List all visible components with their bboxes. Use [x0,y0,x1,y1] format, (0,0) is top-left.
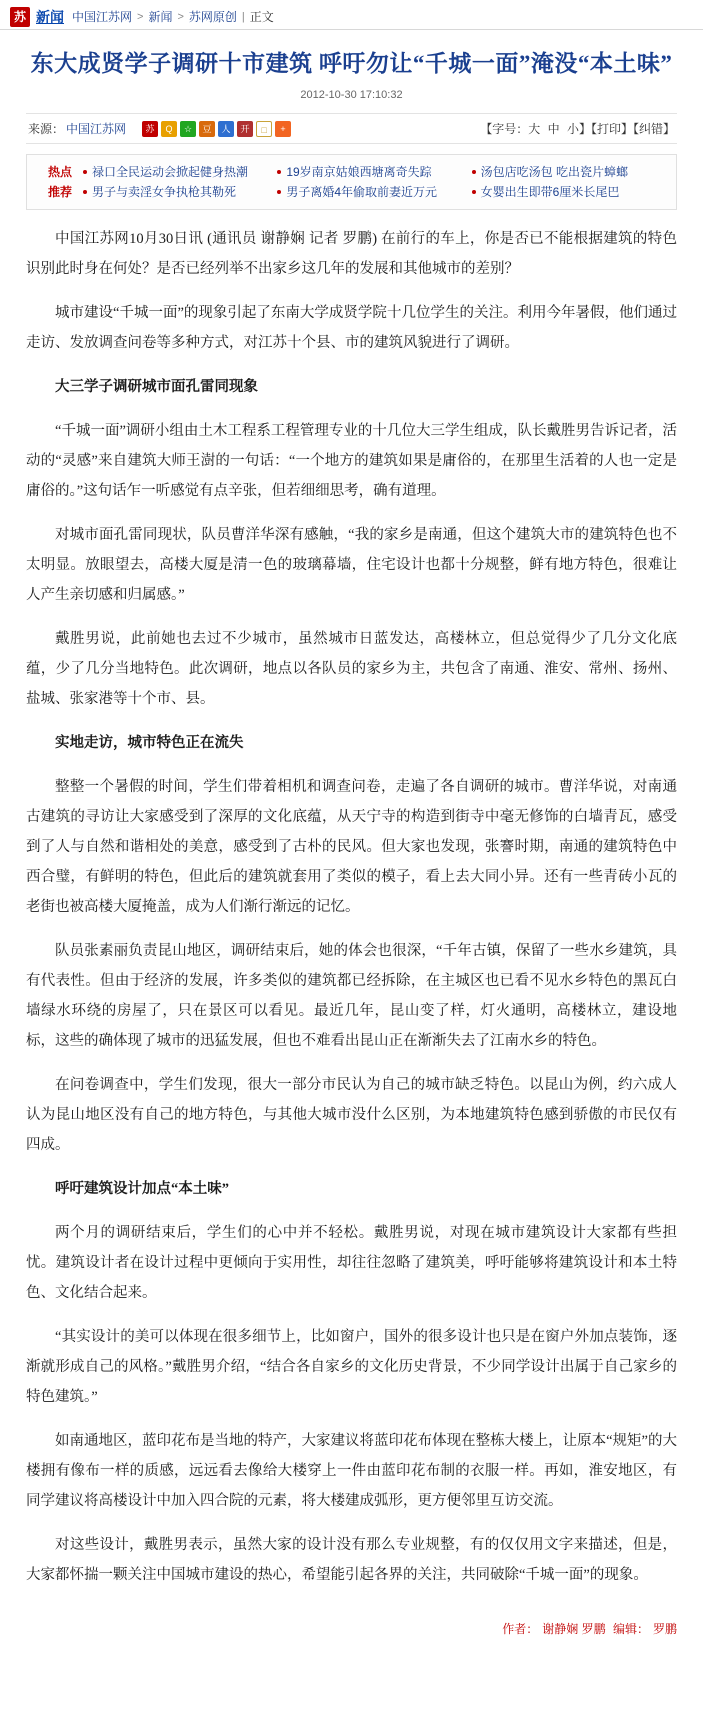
article-paragraph: 如南通地区，蓝印花布是当地的特产，大家建议将蓝印花布体现在整栋大楼上，让原本“规矩”的大楼拥有像布一样的质感，远远看去像给大楼穿上一件由蓝印花布制的衣服一样。再如，淮安地区，有同学建议将高楼设计中加入四合院的元素，将大楼建成弧形，更方便邻里互访交流。 [26,1433,677,1510]
hot-link-0-0[interactable]: 禄口全民运动会掀起健身热潮 [92,165,249,180]
article-paragraph: 戴胜男说，此前她也去过不少城市，虽然城市日蓝发达，高楼林立，但总觉得少了几分文化底蕴，少了几分当地特色。此次调研，地点以各队员的家乡为主，共包含了南通、淮安、常州、扬州、盐城、张家港等十个市、县。 [26,631,677,708]
hot-link-0-2[interactable]: 汤包店吃汤包 吃出瓷片蟑螂 [480,165,628,180]
fontsize-close: 】 [578,122,591,137]
msn-icon[interactable]: ☆ [180,121,196,137]
article-paragraph: 对城市面孔雷同现状，队员曹洋华深有感触，“我的家乡是南通，但这个建筑大市的建筑特色也不太明显。放眼望去，高楼大厦是清一色的玻璃幕墙，住宅设计也都十分规整，鲜有地方特色，很难让人产生亲切感和归属感。” [26,527,677,604]
hot-label-line2: 推荐 [47,185,72,200]
author-label: 作者： [502,1622,539,1637]
editor-label: 编辑： [612,1622,649,1637]
font-and-print-tools [480,120,675,137]
hot-link-cell [472,162,666,182]
kaixin-icon[interactable]: 开 [237,121,253,137]
hot-recommend-box [26,154,677,210]
article-paragraph: “其实设计的美可以体现在很多细节上，比如窗户，国外的很多设计也只是在窗户外加点装饰，逐渐就形成自己的风格。”戴胜男介绍，“结合各自家乡的文化历史背景，不少同学设计出属于自己家乡的特色建筑。” [26,1329,677,1406]
hot-row [83,182,666,202]
breadcrumb-item-1[interactable]: 新闻 [148,10,173,24]
article-subheading: 大三学子调研城市面孔雷同现象 [55,379,258,396]
bookmark-icon[interactable]: □ [256,121,272,137]
breadcrumb-item-0[interactable]: 中国江苏网 [72,10,133,24]
fontsize-large-button[interactable]: 大 [528,122,541,137]
author-name: 谢静娴 罗鹏 [542,1622,606,1637]
hot-row [83,162,666,182]
site-logo-icon: 苏 [10,7,30,27]
hot-link-cell [83,182,277,202]
bullet-icon [472,190,476,194]
source-and-share [28,120,291,137]
article-credits [26,1604,677,1647]
renren-icon[interactable]: 人 [218,121,234,137]
hot-recommend-label [37,162,83,202]
fontsize-label: 【字号： [480,122,529,137]
fontsize-small-button[interactable]: 小 [566,122,579,137]
bullet-icon [83,190,87,194]
article-subheading: 呼吁建筑设计加点“本土味” [55,1181,229,1198]
fontsize-medium-button[interactable]: 中 [547,122,560,137]
print-button[interactable]: 【打印】 [590,122,633,137]
more-share-icon[interactable]: + [275,121,291,137]
article-paragraph: 队员张素丽负责昆山地区，调研结束后，她的体会也很深，“千年古镇，保留了一些水乡建筑，具有代表性。但由于经济的发展，许多类似的建筑都已经拆除，在主城区也已看不见水乡特色的黑瓦白墙绿水环绕的房屋了，只在景区可以看见。最近几年，昆山变了样，灯火通明，高楼林立，建设地标，这些的确体现了城市的迅猛发展，但也不难看出昆山正在渐渐失去了江南水乡的特色。 [26,943,677,1050]
breadcrumb-separator-0: > [137,10,144,23]
article-body [26,224,677,1590]
article-paragraph: 整整一个暑假的时间，学生们带着相机和调查问卷，走遍了各自调研的城市。曹洋华说，对南通古建筑的寻访让大家感受到了深厚的文化底蕴，从天宁寺的构造到街寺中毫无修饰的白墙青瓦，感受到了人与自然和谐相处的美意，感受到了古朴的民风。但大家也发现，张謇时期，南通的建筑特色中西合璧，有鲜明的特色，但此后的建筑就套用了类似的模子，看上去大同小异。还有一些青砖小瓦的老街也被高楼大厦掩盖，成为人们渐行渐远的记忆。 [26,779,677,916]
article-toolbar [26,113,677,144]
hot-link-0-1[interactable]: 19岁南京姑娘西塘离奇失踪 [286,165,432,180]
share-icon-group [142,121,291,137]
breadcrumb-separator-1: > [177,10,184,23]
article-paragraph: “千城一面”调研小组由土木工程系工程管理专业的十几位大三学生组成，队长戴胜男告诉记者，活动的“灵感”来自建筑大师王澍的一句话：“一个地方的建筑如果是庸俗的，在那里生活着的人也一定是庸俗的。”这句话乍一听感觉有点辛张，但若细细思考，确有道理。 [26,423,677,500]
bullet-icon [277,190,281,194]
article-paragraph: 中国江苏网10月30日讯 (通讯员 谢静娴 记者 罗鹏) 在前行的车上，你是否已不能根据建筑的特色识别此时身在何处？是否已经列举不出家乡这几年的发展和其他城市的差别？ [26,231,677,278]
hot-link-cell [83,162,277,182]
breadcrumb-news-link[interactable]: 新闻 [36,8,64,25]
article-container [0,48,703,1647]
bullet-icon [472,170,476,174]
publish-date: 2012-10-30 17:10:32 [300,89,403,102]
hot-link-1-2[interactable]: 女婴出生即带6厘米长尾巴 [480,185,620,200]
breadcrumb-separator-2: | [241,10,245,23]
hot-recommend-links [83,162,666,202]
editor-name: 罗鹏 [652,1622,677,1637]
qq-icon[interactable]: Q [161,121,177,137]
article-paragraph: 两个月的调研结束后，学生们的心中并不轻松。戴胜男说，对现在城市建筑设计大家都有些担忧。建筑设计者在设计过程中更倾向于实用性，却往往忽略了建筑美，呼吁能够将建筑设计和本土特色、文化结合起来。 [26,1225,677,1302]
source-link[interactable]: 中国江苏网 [66,122,127,137]
article-paragraph: 在问卷调查中，学生们发现，很大一部分市民认为自己的城市缺乏特色。以昆山为例，约六成人认为昆山地区没有自己的地方特色，与其他大城市没什么区别，为本地建筑特色感到骄傲的市民仅有四成。 [26,1077,677,1154]
hot-link-cell [277,162,471,182]
weibo-icon[interactable]: 苏 [142,121,158,137]
correction-button[interactable]: 【纠错】 [632,122,675,137]
breadcrumb-item-3: 正文 [249,10,274,24]
hot-link-1-0[interactable]: 男子与卖淫女争执枪其勒死 [92,185,237,200]
hot-label-line1: 热点 [47,165,72,180]
hot-link-cell [472,182,666,202]
breadcrumb-item-2[interactable]: 苏网原创 [188,10,237,24]
breadcrumb [0,0,703,30]
douban-icon[interactable]: 豆 [199,121,215,137]
hot-link-1-1[interactable]: 男子离婚4年偷取前妻近万元 [286,185,438,200]
article-paragraph: 对这些设计，戴胜男表示，虽然大家的设计没有那么专业规整，有的仅仅用文字来描述，但是，大家都怀揣一颗关注中国城市建设的热心，希望能引起各界的关注，共同破除“千城一面”的现象。 [26,1537,677,1584]
bullet-icon [277,170,281,174]
page-title: 东大成贤学子调研十市建筑 呼吁勿让“千城一面”淹没“本土味” [30,51,673,76]
source-label: 来源： [28,122,65,137]
bullet-icon [83,170,87,174]
article-paragraph: 城市建设“千城一面”的现象引起了东南大学成贤学院十几位学生的关注。利用今年暑假，他们通过走访、发放调查问卷等多种方式，对江苏十个县、市的建筑风貌进行了调研。 [26,305,677,352]
article-subheading: 实地走访，城市特色正在流失 [55,735,244,752]
hot-link-cell [277,182,471,202]
